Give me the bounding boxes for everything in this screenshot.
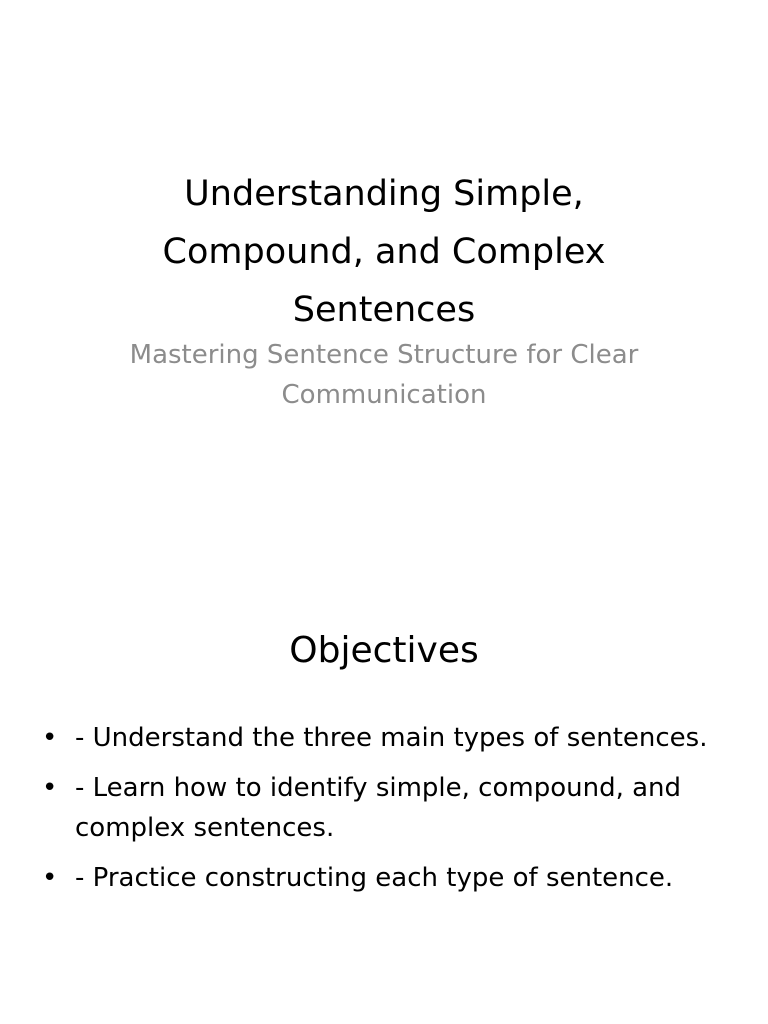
bullet-icon: • bbox=[42, 723, 58, 753]
slide-title: Understanding Simple, Compound, and Complex Sentences bbox=[162, 174, 606, 330]
bullet-icon: • bbox=[42, 863, 58, 893]
list-item bbox=[40, 718, 740, 758]
list-item bbox=[40, 858, 740, 898]
objectives-list bbox=[40, 718, 740, 908]
bullet-icon: • bbox=[42, 773, 58, 803]
list-item-text: - Understand the three main types of sentences. bbox=[75, 723, 708, 753]
list-item-text: - Learn how to identify simple, compound, and complex sentences. bbox=[75, 773, 682, 843]
list-item bbox=[40, 768, 740, 848]
slide-subtitle: Mastering Sentence Structure for Clear Communication bbox=[129, 340, 639, 410]
list-item-text: - Practice constructing each type of sentence. bbox=[75, 863, 674, 893]
objectives-slide bbox=[0, 576, 768, 1024]
objectives-title: Objectives bbox=[289, 630, 479, 671]
